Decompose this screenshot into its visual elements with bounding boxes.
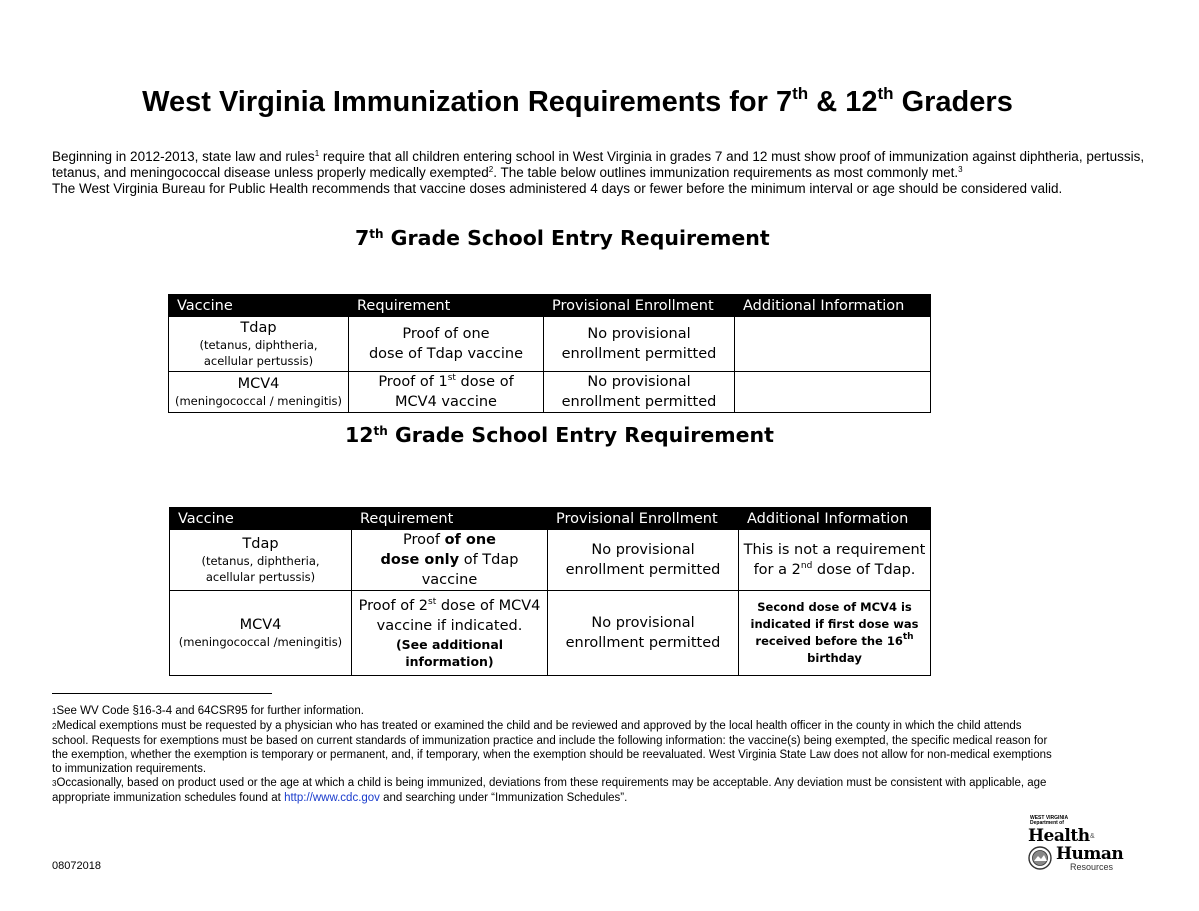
table-header-row (170, 508, 931, 530)
info-part: received before the 16 (755, 634, 903, 648)
vaccine-desc: acellular pertussis) (203, 354, 314, 368)
provisional-text: enrollment permitted (565, 635, 721, 651)
heading-7-sup: th (369, 227, 384, 241)
vaccine-name: Tdap (240, 320, 277, 336)
intro-paragraph (52, 149, 1162, 197)
vaccine-name: MCV4 (237, 376, 280, 392)
table-7th-grade (168, 294, 931, 413)
section-heading-7th (355, 226, 770, 250)
info-part: dose of Tdap. (812, 562, 916, 578)
info-cell (735, 372, 931, 413)
requirement-cell (352, 591, 548, 676)
footnote-3 (52, 776, 1052, 805)
info-text (743, 633, 926, 650)
intro-footnote-ref-2: 2 (488, 165, 494, 174)
intro-footnote-ref-1: 1 (314, 149, 320, 158)
requirement-text: dose of Tdap vaccine (368, 346, 524, 362)
col-header-vaccine: Vaccine (170, 508, 352, 530)
requirement-text (356, 550, 543, 590)
info-cell (739, 530, 931, 591)
info-text: Second dose of MCV4 is (757, 600, 912, 614)
provisional-text: No provisional (591, 615, 695, 631)
requirement-cell (349, 372, 544, 413)
intro-text-c: . The table below outlines immunization requirements as most commonly met. (493, 165, 959, 180)
requirement-text (356, 596, 543, 616)
table-header-row (169, 295, 931, 317)
req-part: Proof of 2 (358, 598, 429, 614)
req-part: dose of (455, 374, 514, 390)
provisional-cell (548, 591, 739, 676)
section-heading-12th (345, 423, 774, 447)
col-header-provisional: Provisional Enrollment (544, 295, 735, 317)
info-text: indicated if first dose was (750, 617, 919, 631)
info-sup: nd (800, 561, 813, 571)
vaccine-cell (169, 317, 349, 372)
vaccine-desc: (meningococcal /meningitis) (178, 635, 343, 649)
footnote-text: and searching under “Immunization Schedules”. (379, 792, 628, 804)
vaccine-cell (170, 591, 352, 676)
table-row (169, 317, 931, 372)
requirement-text (356, 530, 543, 550)
req-part: Proof (402, 532, 445, 548)
intro-recommendation: The West Virginia Bureau for Public Health recommends that vaccine doses administered 4 days or fewer before the minimum interval or age should be considered valid. (52, 181, 1063, 196)
info-part: for a 2 (753, 562, 801, 578)
req-part: of Tdap vaccine (421, 552, 519, 588)
req-emphasis: of one (444, 532, 497, 548)
requirement-text: vaccine if indicated. (376, 618, 523, 634)
title-text-3: Graders (893, 86, 1013, 118)
provisional-text: enrollment permitted (561, 394, 717, 410)
provisional-cell (544, 372, 735, 413)
title-text-2: & 12 (808, 86, 878, 118)
info-text (743, 560, 926, 580)
footnotes (52, 704, 1052, 805)
col-header-info: Additional Information (735, 295, 931, 317)
info-text: birthday (807, 651, 862, 665)
provisional-text: enrollment permitted (565, 562, 721, 578)
footnote-divider (52, 693, 272, 694)
info-sup: th (902, 632, 914, 642)
vaccine-name: MCV4 (239, 617, 282, 633)
vaccine-name: Tdap (242, 536, 279, 552)
footnote-number: 3 (52, 779, 57, 788)
title-sup-2: th (877, 84, 894, 103)
requirement-cell (352, 530, 548, 591)
vaccine-desc: (tetanus, diphtheria, (199, 338, 318, 352)
provisional-text: No provisional (591, 542, 695, 558)
info-text: This is not a requirement (743, 542, 926, 558)
footnote-number: 2 (52, 722, 57, 731)
vaccine-cell (169, 372, 349, 413)
table-row (170, 530, 931, 591)
logo-wv: WEST VIRGINIA (1030, 815, 1069, 821)
col-header-info: Additional Information (739, 508, 931, 530)
heading-7-text: Grade School Entry Requirement (383, 226, 770, 250)
requirement-text: MCV4 vaccine (395, 394, 497, 410)
requirement-text (353, 372, 539, 392)
info-cell (739, 591, 931, 676)
provisional-text: enrollment permitted (561, 346, 717, 362)
title-sup-1: th (792, 84, 809, 103)
req-emphasis: dose only (380, 552, 460, 568)
heading-12-sup: th (373, 424, 388, 438)
heading-12-text: Grade School Entry Requirement (387, 423, 774, 447)
col-header-provisional: Provisional Enrollment (548, 508, 739, 530)
footnote-text: See WV Code §16-3-4 and 64CSR95 for further information. (56, 705, 364, 717)
provisional-cell (548, 530, 739, 591)
title-text-1: West Virginia Immunization Requirements for 7 (142, 86, 793, 118)
req-part: Proof of 1 (378, 374, 448, 390)
provisional-cell (544, 317, 735, 372)
footnote-1 (52, 704, 1052, 719)
heading-7-num: 7 (355, 226, 370, 250)
vaccine-cell (170, 530, 352, 591)
col-header-requirement: Requirement (349, 295, 544, 317)
intro-text-b: require that all children entering school in West Virginia in grades 7 and 12 must show proof of immunization against diphtheria, pertussis, tetanus, and meningococcal disease unless properly medically exempted (52, 149, 1145, 180)
intro-text-a: Beginning in 2012-2013, state law and rules (52, 149, 315, 164)
vaccine-desc: acellular pertussis) (205, 570, 316, 584)
state-seal-icon (1028, 846, 1052, 870)
footnote-text: Medical exemptions must be requested by a physician who has treated or examined the child and be reviewed and approved by the local health officer in the county in which the child attends school. Requests for exemptions must be based on current standards of immunization practice and include the following information: the vaccine(s) being exempted, the specific medical reason for the exemption, whether the exemption is temporary or permanent, and, if temporary, when the exemption should be reevaluated. West Virginia State Law does not allow for non-medical exemptions to immunization requirements. (52, 720, 1052, 775)
logo-health: Health (1028, 826, 1090, 846)
page-title (0, 86, 1155, 119)
requirement-note: (See additional information) (395, 637, 504, 669)
table-12th-grade (169, 507, 931, 676)
footnote-2 (52, 719, 1052, 776)
req-part: dose of MCV4 (436, 598, 541, 614)
logo-and: & (1090, 833, 1095, 840)
dhhr-logo (1026, 816, 1126, 874)
table-row (169, 372, 931, 413)
col-header-vaccine: Vaccine (169, 295, 349, 317)
footnote-text: Occasionally, based on product used or the age at which a child is being immunized, deviations from these requirements may be acceptable. Any deviation must be consistent with applicable, age appropriate immunization schedules found at (52, 777, 1047, 804)
heading-12-num: 12 (345, 423, 374, 447)
footnote-number: 1 (52, 707, 57, 716)
cdc-link[interactable]: http://www.cdc.gov (284, 792, 380, 804)
info-cell (735, 317, 931, 372)
col-header-requirement: Requirement (352, 508, 548, 530)
requirement-text: Proof of one (402, 326, 490, 342)
logo-dept: Department of (1030, 820, 1064, 826)
intro-footnote-ref-3: 3 (958, 165, 963, 174)
req-sup: st (428, 597, 437, 607)
logo-human: Human (1056, 844, 1124, 864)
provisional-text: No provisional (587, 374, 691, 390)
logo-resources: Resources (1070, 862, 1114, 872)
document-code: 08072018 (52, 860, 101, 872)
vaccine-desc: (tetanus, diphtheria, (201, 554, 320, 568)
logo-state-text (1030, 816, 1068, 826)
table-row (170, 591, 931, 676)
requirement-cell (349, 317, 544, 372)
vaccine-desc: (meningococcal / meningitis) (174, 394, 343, 408)
req-sup: st (447, 373, 456, 383)
provisional-text: No provisional (587, 326, 691, 342)
